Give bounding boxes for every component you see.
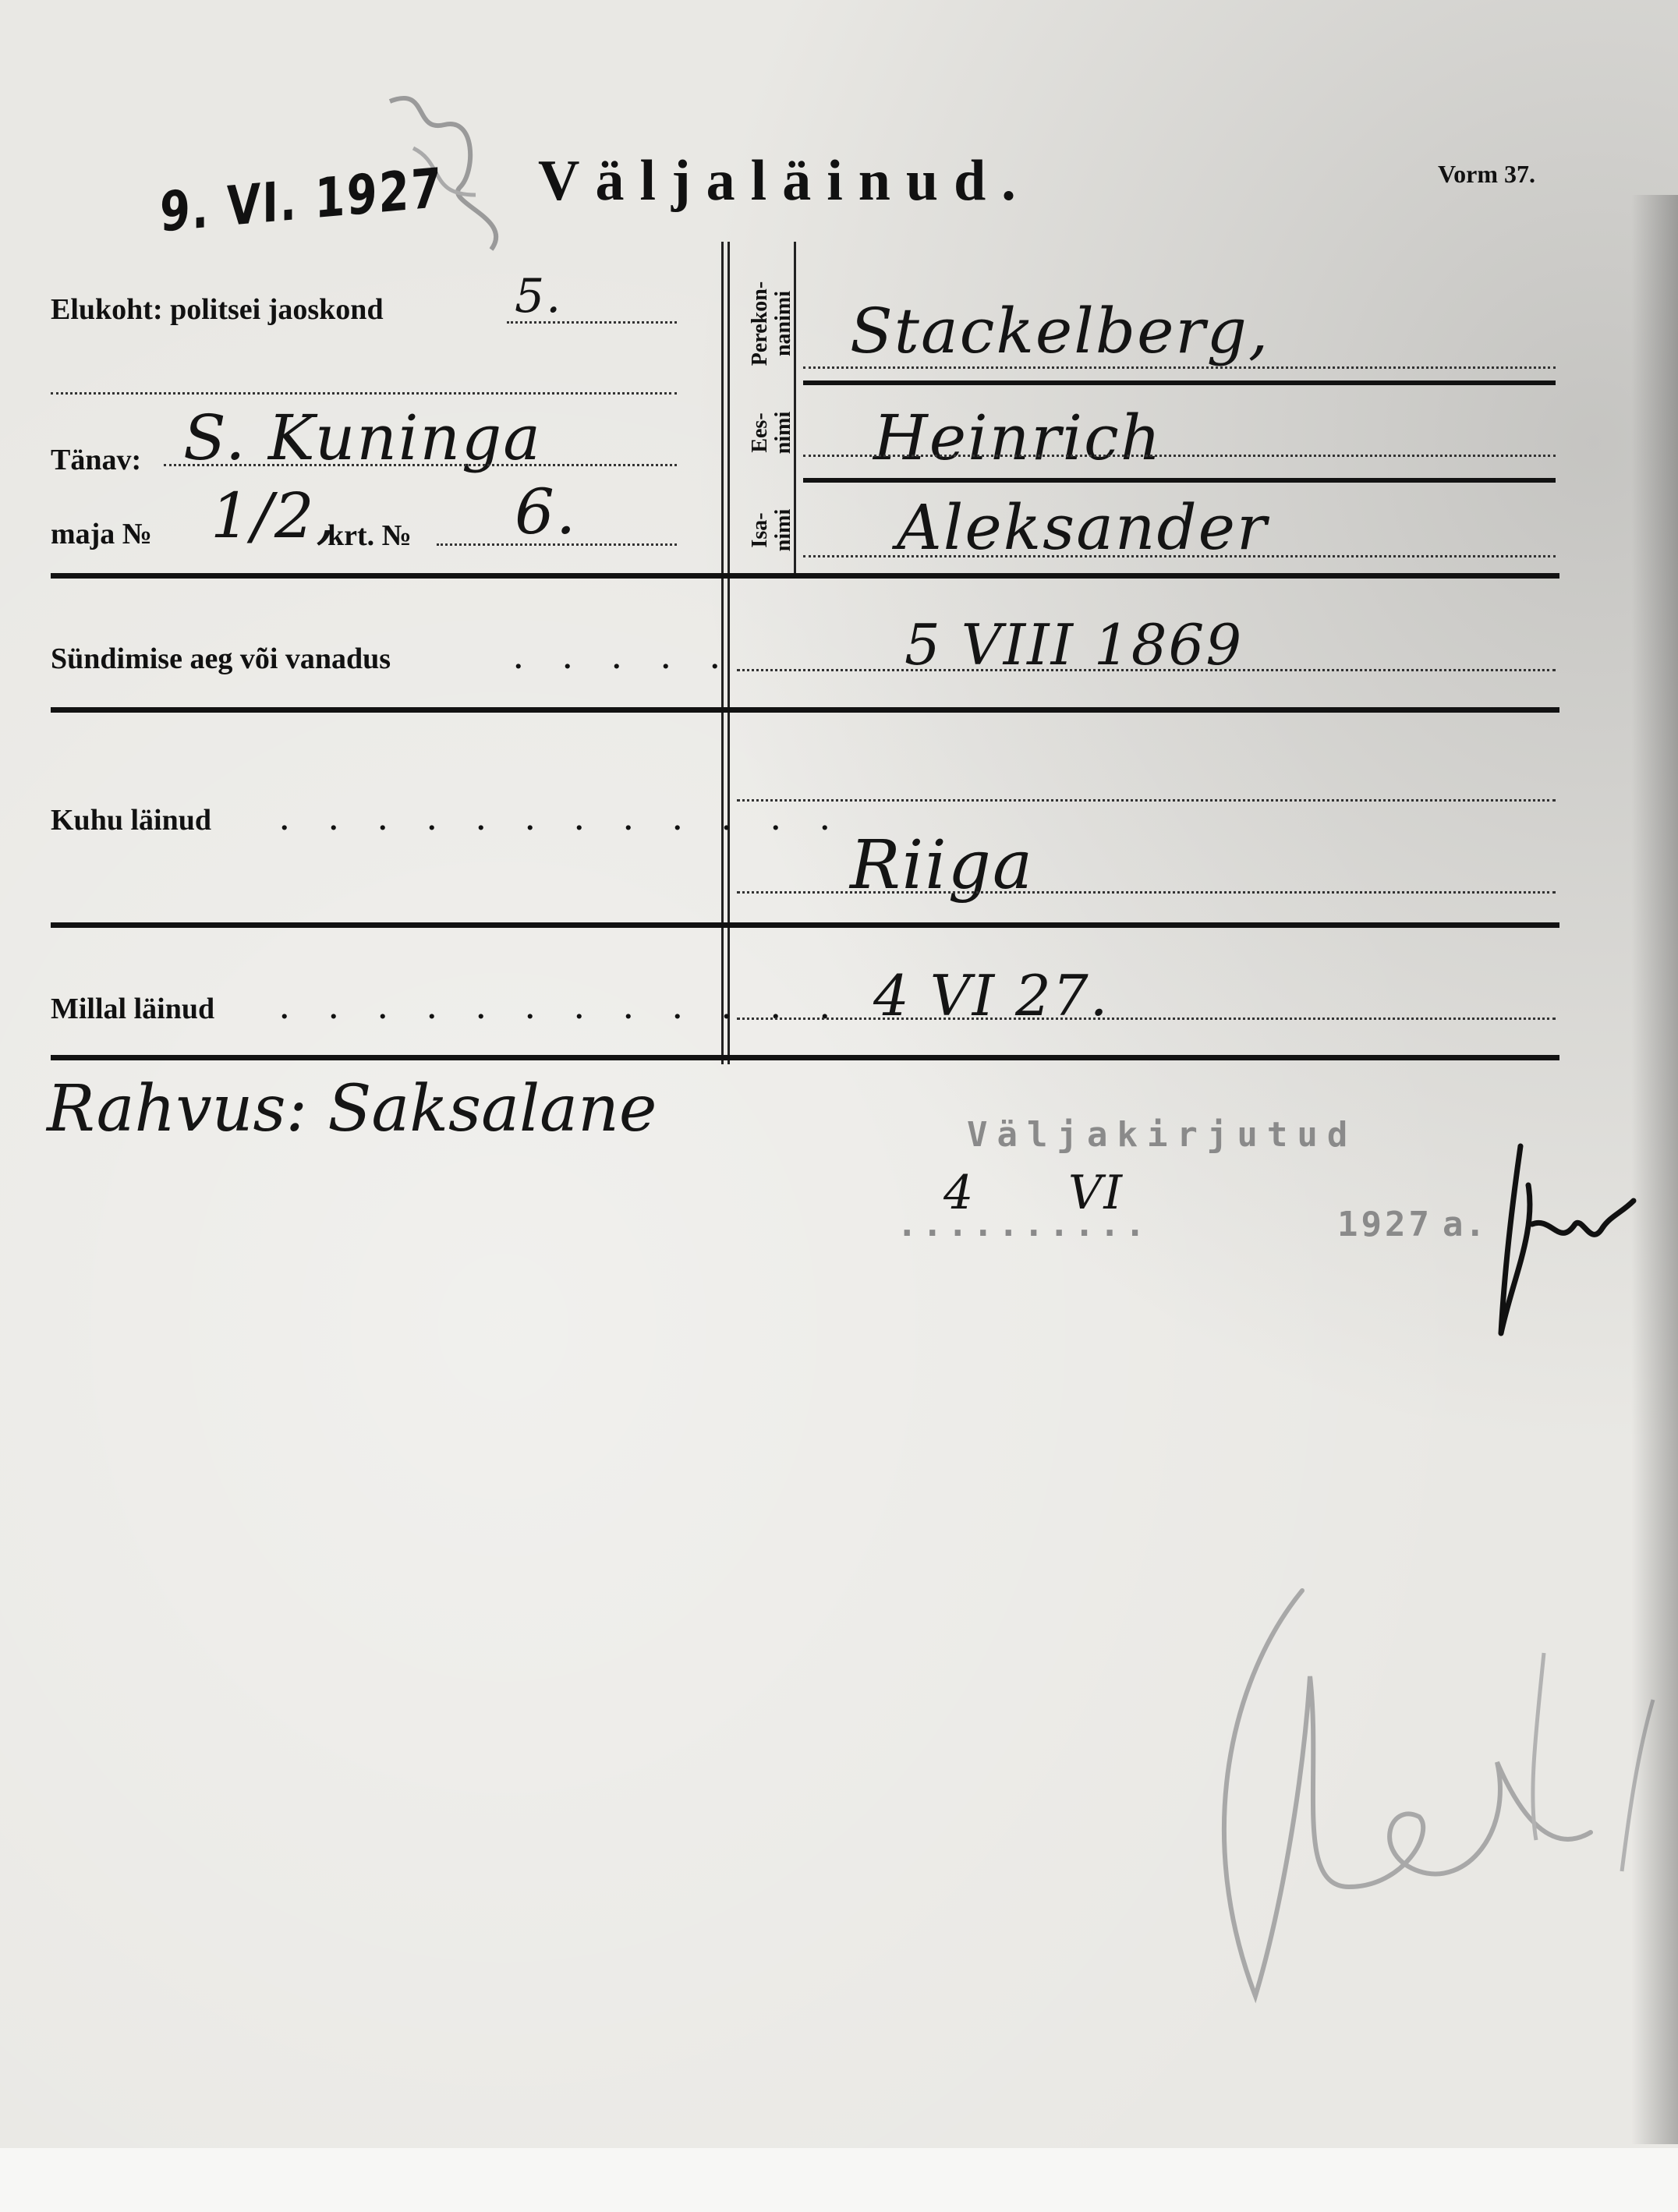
- form-title: Väljaläinud.: [538, 149, 1032, 213]
- date-left-dotline: [737, 1018, 1556, 1020]
- firstname-value: Heinrich: [873, 402, 1163, 474]
- street-dotline: [164, 464, 677, 466]
- page-edge-shadow: [1631, 195, 1678, 2144]
- destination-dots: . . . . . . . . . . . .: [281, 804, 846, 837]
- deregistered-stamp-year-suffix: a.: [1443, 1205, 1487, 1244]
- destination-dotline-1: [737, 799, 1556, 802]
- firstname-dotline: [803, 455, 1556, 457]
- house-value: 1/2,: [211, 480, 338, 552]
- destination-bottom-rule: [51, 922, 1559, 928]
- deregistered-stamp-day: 4: [943, 1166, 975, 1220]
- deregistered-stamp-title: Väljakirjutud: [967, 1115, 1358, 1155]
- apartment-label: krt. №: [327, 519, 412, 552]
- deregistered-stamp-dots: ..........: [897, 1205, 1150, 1244]
- form-number: Vorm 37.: [1438, 160, 1536, 188]
- street-value: S. Kuninga: [183, 402, 542, 474]
- surname-dotline: [803, 366, 1556, 369]
- house-label: maja №: [51, 518, 152, 550]
- patronymic-value: Aleksander: [897, 491, 1269, 564]
- residence-label: Elukoht: politsei jaoskond: [51, 293, 384, 326]
- street-label: Tänav:: [51, 444, 142, 476]
- residence-dotline: [507, 321, 677, 324]
- birth-dots: . . . . .: [515, 642, 736, 675]
- apartment-value: 6.: [515, 476, 578, 548]
- received-date-stamp: 9. VI. 1927: [160, 157, 443, 245]
- birth-bottom-rule: [51, 707, 1559, 713]
- patronymic-dotline: [803, 555, 1556, 557]
- residence-dotline-2: [51, 392, 677, 395]
- scan-bottom-margin: [0, 2148, 1678, 2212]
- firstname-label: Ees- nimi: [748, 411, 795, 455]
- date-left-label: Millal läinud: [51, 993, 215, 1025]
- surname-value: Stackelberg,: [850, 295, 1270, 367]
- destination-dotline-2: [737, 891, 1556, 894]
- house-dotline: [437, 543, 677, 546]
- destination-label: Kuhu läinud: [51, 804, 211, 837]
- surname-label: Perekon- nanimi: [748, 281, 795, 366]
- patronymic-label: Isa- nimi: [748, 508, 795, 552]
- official-signature: [1466, 1138, 1645, 1349]
- nationality-note: Rahvus: Saksalane: [47, 1072, 657, 1146]
- pencil-signature: [1185, 1559, 1669, 2027]
- date-left-bottom-rule: [51, 1055, 1559, 1060]
- deregistered-stamp-year: 1927: [1337, 1205, 1432, 1244]
- surname-rule: [803, 380, 1556, 385]
- birth-dotline: [737, 669, 1556, 671]
- destination-value: Riiga: [850, 826, 1035, 904]
- birth-value: 5 VIII 1869: [904, 612, 1244, 678]
- firstname-rule: [803, 478, 1556, 483]
- date-left-dots: . . . . . . . . . . . .: [281, 993, 846, 1025]
- birth-label: Sündimise aeg või vanadus: [51, 642, 391, 675]
- deregistered-stamp-month: VI: [1068, 1166, 1124, 1220]
- residence-value: 5.: [515, 269, 563, 324]
- names-bottom-rule: [51, 573, 1559, 579]
- date-left-value: 4 VI 27.: [873, 963, 1110, 1028]
